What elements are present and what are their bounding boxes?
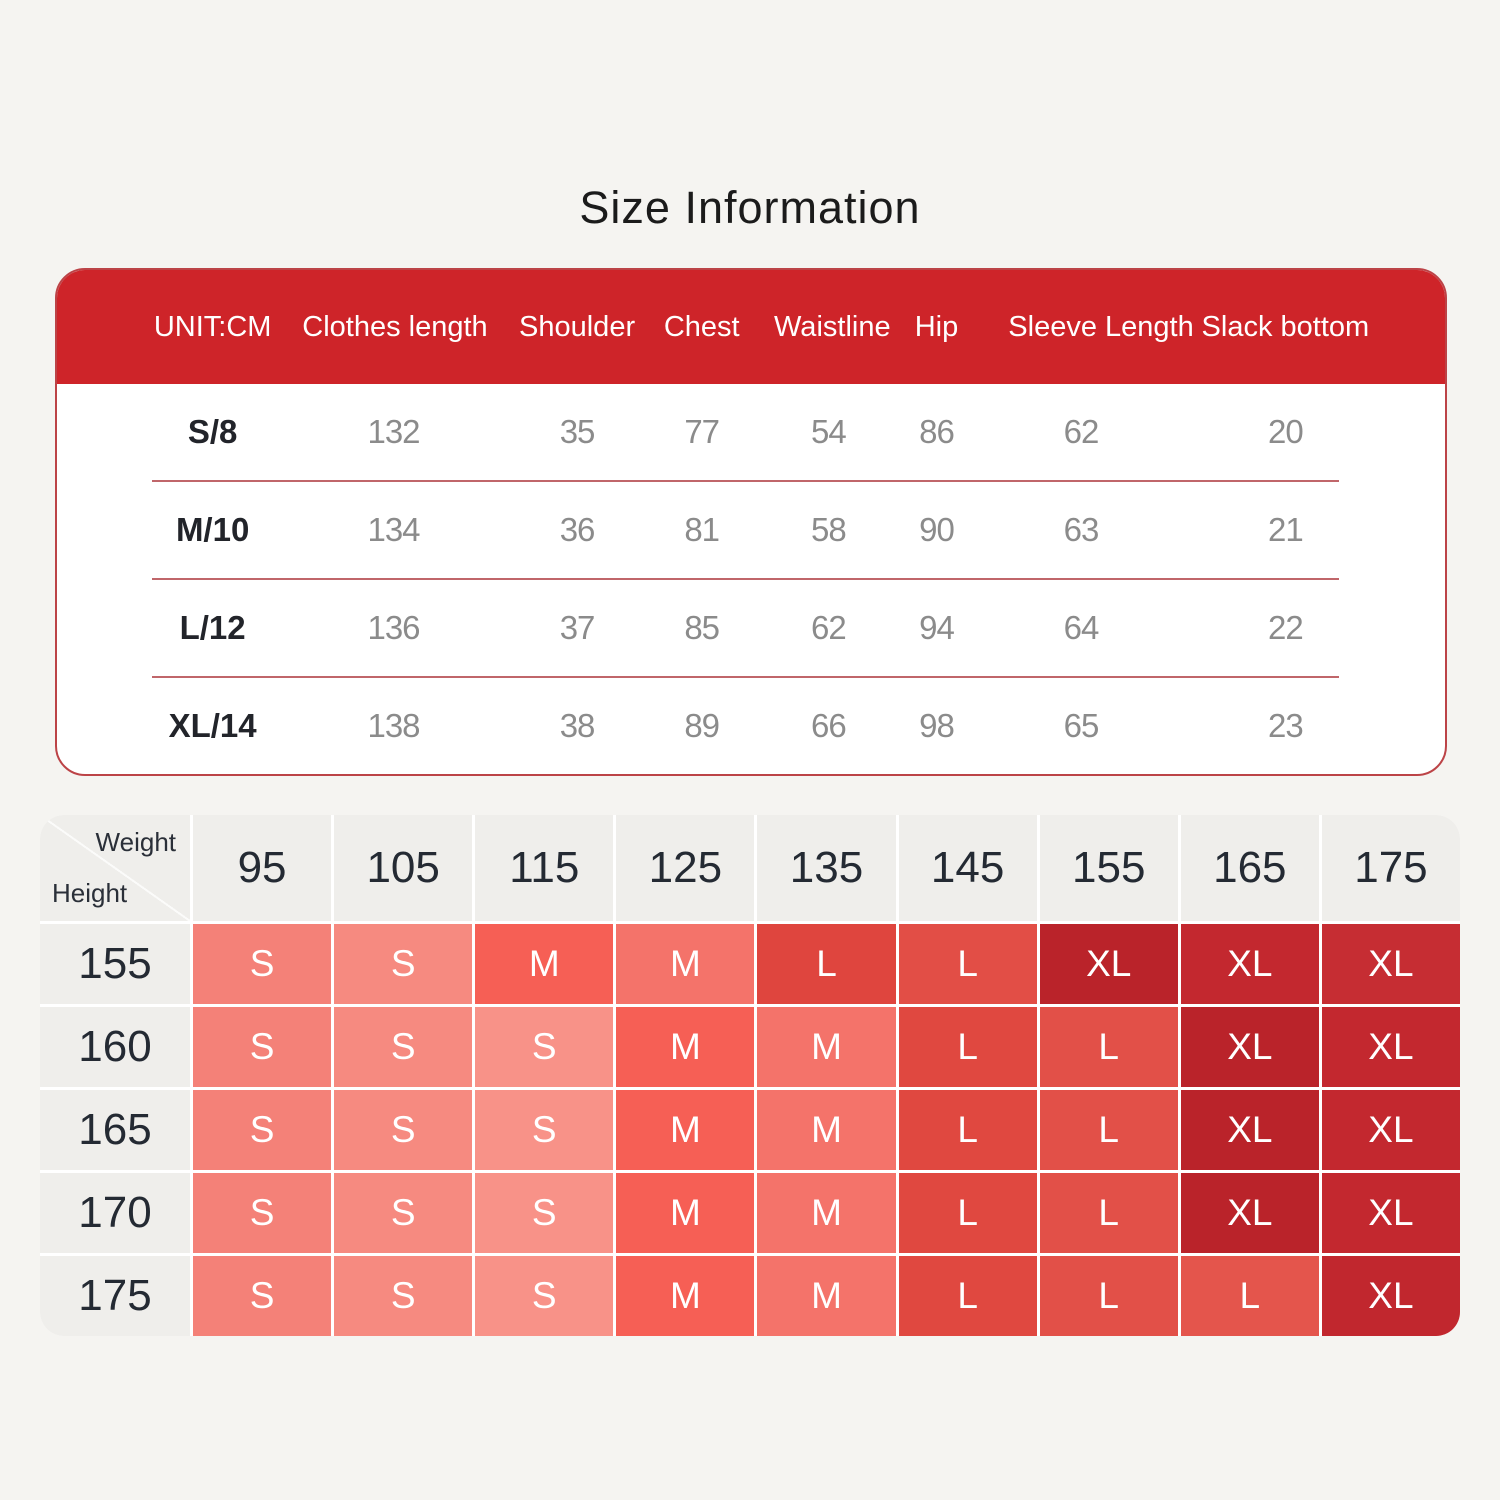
size-cell-label: L xyxy=(1098,1275,1119,1316)
size-cell-label: S xyxy=(249,1109,275,1150)
size-cell xyxy=(757,1090,895,1170)
size-cell-label: M xyxy=(811,1026,842,1067)
size-cell-label: XL xyxy=(1368,1109,1414,1150)
size-cell xyxy=(899,1090,1037,1170)
size-cell xyxy=(757,1173,895,1253)
height-weight-matrix xyxy=(40,815,1460,1336)
table-row xyxy=(57,580,1445,676)
size-cell xyxy=(334,1256,472,1336)
column-header: Shoulder xyxy=(519,310,636,343)
size-cell-label: M xyxy=(811,1192,842,1233)
size-cell-label: S xyxy=(249,1192,275,1233)
size-cell-label: L xyxy=(1098,1109,1119,1150)
measurement-value: 94 xyxy=(919,609,954,646)
weight-header-cell: 105 xyxy=(334,815,472,921)
size-cell-label: M xyxy=(669,943,701,984)
measurement-value: 35 xyxy=(559,413,595,450)
size-cell-label: L xyxy=(1098,1026,1119,1067)
height-label-cell: 155 xyxy=(40,924,190,1004)
size-cell-label: XL xyxy=(1227,943,1273,984)
size-cell xyxy=(1322,1007,1460,1087)
measurement-value: 77 xyxy=(684,413,720,450)
size-cell-label: S xyxy=(249,1026,275,1067)
measurement-value: 21 xyxy=(1268,511,1303,548)
size-cell-label: M xyxy=(669,1275,701,1316)
table-row xyxy=(57,482,1445,578)
column-header: Hip xyxy=(914,310,959,343)
height-label-cell: 175 xyxy=(40,1256,190,1336)
size-cell xyxy=(475,1007,613,1087)
measurement-value: 36 xyxy=(559,511,595,548)
measurement-value: 65 xyxy=(1063,707,1099,744)
size-cell xyxy=(475,1090,613,1170)
measurement-value: 86 xyxy=(919,413,954,450)
size-cell xyxy=(193,1173,331,1253)
size-cell-label: L xyxy=(1098,1192,1119,1233)
measurement-table-header xyxy=(57,270,1445,384)
column-header: Slack bottom xyxy=(1201,310,1370,343)
measurement-value: 85 xyxy=(684,609,720,646)
size-cell-label: S xyxy=(531,1192,557,1233)
weight-header-cell: 95 xyxy=(193,815,331,921)
size-cell xyxy=(334,1173,472,1253)
measurement-value: 23 xyxy=(1268,707,1303,744)
size-cell xyxy=(193,924,331,1004)
size-cell-label: M xyxy=(669,1192,701,1233)
height-axis-label: Height xyxy=(52,878,128,908)
measurement-value: 63 xyxy=(1063,511,1099,548)
size-cell xyxy=(757,924,895,1004)
column-header: Chest xyxy=(663,310,740,343)
size-label: XL/14 xyxy=(168,707,257,744)
size-label: M/10 xyxy=(175,511,250,548)
size-cell xyxy=(193,1007,331,1087)
table-row xyxy=(57,678,1445,774)
size-cell-label: XL xyxy=(1368,1026,1414,1067)
height-label-cell: 170 xyxy=(40,1173,190,1253)
size-cell xyxy=(1181,1090,1319,1170)
measurement-value: 58 xyxy=(810,511,846,548)
matrix-corner-cell xyxy=(40,815,190,921)
column-header: Clothes length xyxy=(302,310,488,343)
size-cell-label: XL xyxy=(1227,1109,1273,1150)
size-cell-label: S xyxy=(390,943,416,984)
size-cell xyxy=(616,1007,754,1087)
size-cell xyxy=(475,1173,613,1253)
weight-header-cell: 125 xyxy=(616,815,754,921)
measurement-value: 136 xyxy=(367,609,420,646)
size-cell xyxy=(1181,1173,1319,1253)
size-cell-label: L xyxy=(957,943,978,984)
size-cell xyxy=(1040,1256,1178,1336)
measurement-value: 138 xyxy=(367,707,420,744)
size-cell xyxy=(1040,1007,1178,1087)
size-cell xyxy=(334,1090,472,1170)
size-cell-label: M xyxy=(811,1109,842,1150)
weight-axis-label: Weight xyxy=(95,827,176,857)
size-cell xyxy=(193,1090,331,1170)
size-cell-label: L xyxy=(816,943,837,984)
size-cell xyxy=(757,1256,895,1336)
height-label-cell: 160 xyxy=(40,1007,190,1087)
size-cell-label: S xyxy=(390,1026,416,1067)
size-cell xyxy=(1181,1007,1319,1087)
measurement-value: 38 xyxy=(559,707,595,744)
measurement-value: 62 xyxy=(1063,413,1099,450)
unit-label: UNIT:CM xyxy=(153,310,272,343)
size-cell xyxy=(899,1256,1037,1336)
size-cell-label: L xyxy=(957,1109,978,1150)
size-cell xyxy=(616,924,754,1004)
size-cell-label: S xyxy=(531,1109,557,1150)
measurement-value: 132 xyxy=(367,413,420,450)
size-cell-label: XL xyxy=(1368,1275,1414,1316)
size-cell xyxy=(334,1007,472,1087)
weight-header-cell: 155 xyxy=(1040,815,1178,921)
size-label: S/8 xyxy=(187,413,238,450)
height-label-cell: 165 xyxy=(40,1090,190,1170)
size-cell xyxy=(475,1256,613,1336)
size-cell xyxy=(616,1256,754,1336)
size-cell xyxy=(899,1007,1037,1087)
size-cell-label: XL xyxy=(1368,943,1414,984)
measurement-value: 66 xyxy=(810,707,846,744)
size-cell-label: S xyxy=(249,1275,275,1316)
size-cell xyxy=(334,924,472,1004)
size-cell xyxy=(1181,924,1319,1004)
measurement-value: 62 xyxy=(810,609,846,646)
measurement-value: 22 xyxy=(1268,609,1303,646)
measurement-value: 37 xyxy=(559,609,595,646)
size-cell xyxy=(1040,1173,1178,1253)
size-cell xyxy=(1040,924,1178,1004)
size-cell xyxy=(1322,1256,1460,1336)
column-header: Sleeve Length xyxy=(1008,310,1194,343)
measurement-value: 90 xyxy=(919,511,954,548)
size-cell-label: S xyxy=(531,1026,557,1067)
size-cell xyxy=(1322,1173,1460,1253)
measurement-value: 54 xyxy=(810,413,846,450)
size-label: L/12 xyxy=(179,609,246,646)
size-cell xyxy=(616,1090,754,1170)
size-cell-label: XL xyxy=(1227,1026,1273,1067)
measurement-value: 134 xyxy=(367,511,420,548)
page-title: Size Information xyxy=(579,182,921,234)
measurement-table-card xyxy=(55,268,1447,776)
size-cell-label: S xyxy=(390,1192,416,1233)
size-cell-label: L xyxy=(1239,1275,1261,1316)
size-cell xyxy=(757,1007,895,1087)
size-cell xyxy=(1322,924,1460,1004)
size-cell xyxy=(475,924,613,1004)
size-cell-label: M xyxy=(811,1275,842,1316)
size-cell xyxy=(899,924,1037,1004)
size-cell xyxy=(616,1173,754,1253)
column-header: Waistline xyxy=(774,310,891,343)
weight-header-cell: 165 xyxy=(1181,815,1319,921)
size-cell-label: M xyxy=(669,1026,701,1067)
weight-header-cell: 145 xyxy=(899,815,1037,921)
size-cell xyxy=(899,1173,1037,1253)
size-cell xyxy=(1040,1090,1178,1170)
measurement-value: 64 xyxy=(1063,609,1099,646)
size-cell xyxy=(1181,1256,1319,1336)
weight-header-cell: 135 xyxy=(757,815,895,921)
size-cell-label: S xyxy=(390,1109,416,1150)
measurement-value: 20 xyxy=(1268,413,1303,450)
size-cell xyxy=(193,1256,331,1336)
size-cell-label: S xyxy=(390,1275,416,1316)
size-cell-label: M xyxy=(528,943,560,984)
measurement-value: 98 xyxy=(919,707,954,744)
measurement-table-body xyxy=(57,384,1445,774)
size-cell-label: XL xyxy=(1227,1192,1273,1233)
size-cell-label: L xyxy=(957,1275,978,1316)
size-cell-label: M xyxy=(669,1109,701,1150)
size-cell xyxy=(1322,1090,1460,1170)
measurement-value: 89 xyxy=(684,707,720,744)
weight-header-cell: 115 xyxy=(475,815,613,921)
size-cell-label: XL xyxy=(1368,1192,1414,1233)
size-cell-label: XL xyxy=(1086,943,1132,984)
size-cell-label: L xyxy=(957,1026,978,1067)
weight-header-cell: 175 xyxy=(1322,815,1460,921)
size-cell-label: S xyxy=(531,1275,557,1316)
measurement-value: 81 xyxy=(684,511,720,548)
table-row xyxy=(57,384,1445,480)
size-cell-label: L xyxy=(957,1192,978,1233)
size-cell-label: S xyxy=(249,943,275,984)
